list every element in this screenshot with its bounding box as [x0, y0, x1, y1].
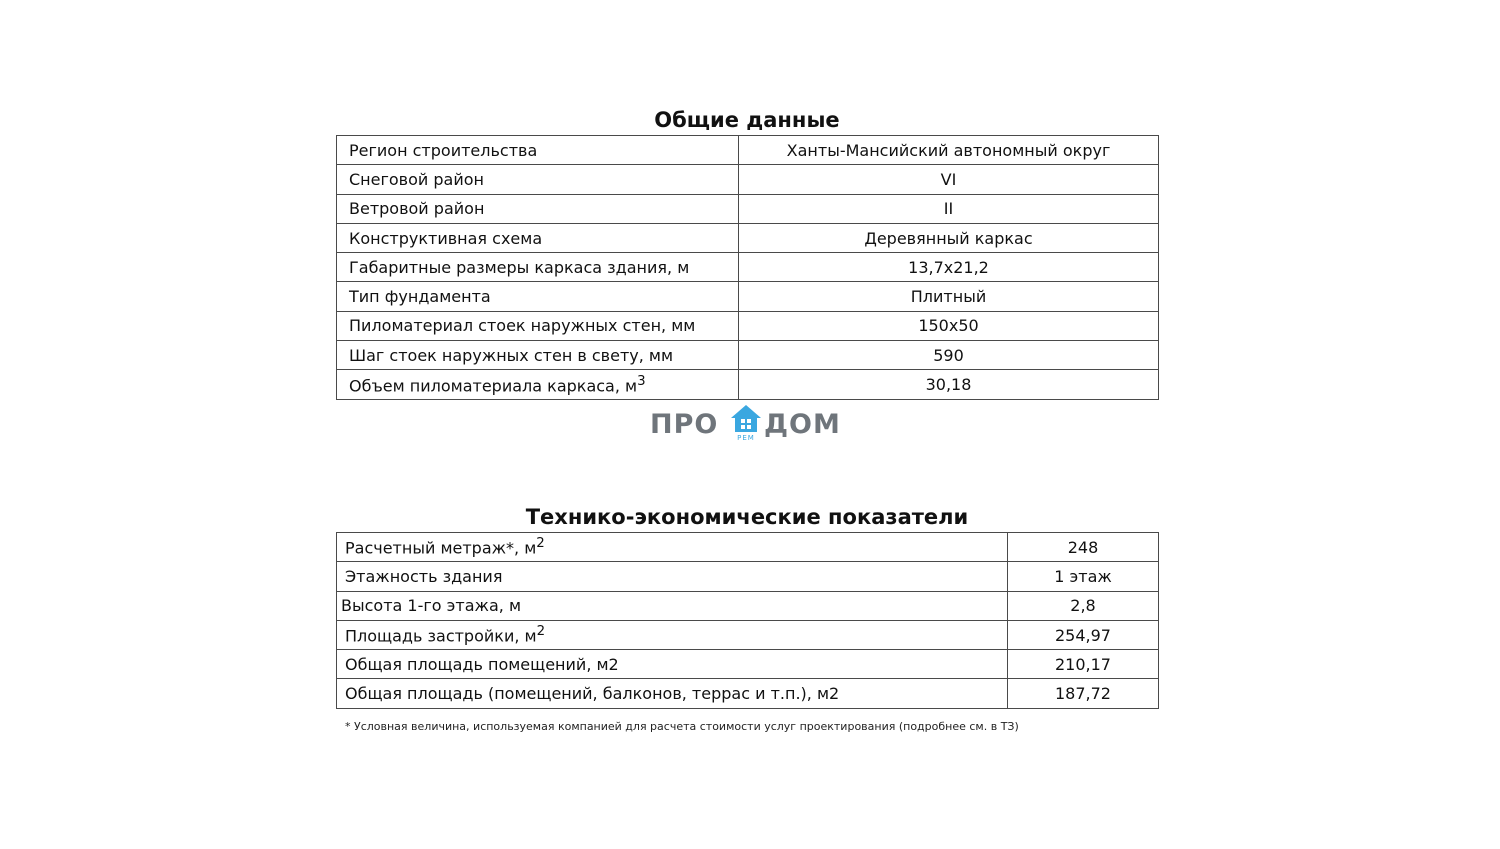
row-label: Пиломатериал стоек наружных стен, мм — [337, 311, 739, 340]
table-row — [337, 136, 1159, 165]
table-row — [337, 311, 1159, 340]
row-label: Шаг стоек наружных стен в свету, мм — [337, 341, 739, 370]
row-value: 248 — [1008, 533, 1159, 562]
row-label: Регион строительства — [337, 136, 739, 165]
tech-indicators-table — [336, 532, 1159, 709]
row-value: 30,18 — [739, 370, 1159, 399]
table-row — [337, 650, 1159, 679]
house-icon — [730, 404, 762, 434]
table-row — [337, 165, 1159, 194]
row-value: 254,97 — [1008, 620, 1159, 649]
table-row — [337, 282, 1159, 311]
unit-superscript: 2 — [536, 624, 546, 640]
general-data-table — [336, 135, 1159, 400]
logo-subtext: РЕМ — [737, 434, 755, 442]
row-value: 590 — [739, 341, 1159, 370]
row-label: Общая площадь (помещений, балконов, террас и т.п.), м2 — [337, 679, 1008, 708]
row-label — [337, 533, 1008, 562]
table-row — [337, 223, 1159, 252]
table-row — [337, 620, 1159, 649]
row-value: 1 этаж — [1008, 562, 1159, 591]
table-row — [337, 370, 1159, 399]
prodom-logo — [650, 404, 850, 446]
logo-word-left: ПРО — [650, 409, 719, 440]
row-value: 210,17 — [1008, 650, 1159, 679]
logo-word-right: ДОМ — [764, 409, 841, 440]
row-label: Габаритные размеры каркаса здания, м — [337, 253, 739, 282]
row-label: Снеговой район — [337, 165, 739, 194]
row-value: Плитный — [739, 282, 1159, 311]
row-label: Общая площадь помещений, м2 — [337, 650, 1008, 679]
row-label: Тип фундамента — [337, 282, 739, 311]
row-label-text: Площадь застройки, м — [345, 626, 537, 646]
row-label: Конструктивная схема — [337, 223, 739, 252]
row-label: Этажность здания — [337, 562, 1008, 591]
row-value: Ханты-Мансийский автономный округ — [739, 136, 1159, 165]
row-label: Ветровой район — [337, 194, 739, 223]
table-row — [337, 194, 1159, 223]
row-label-text: Расчетный метраж*, м — [345, 538, 537, 558]
row-label — [337, 370, 739, 399]
row-value: VI — [739, 165, 1159, 194]
row-value: 150х50 — [739, 311, 1159, 340]
row-label: Высота 1-го этажа, м — [337, 591, 1008, 620]
row-value: 2,8 — [1008, 591, 1159, 620]
footnote: * Условная величина, используемая компанией для расчета стоимости услуг проектирования (подробнее см. в ТЗ) — [345, 720, 1019, 733]
table-row — [337, 679, 1159, 708]
unit-superscript: 2 — [536, 536, 545, 552]
general-data-title: Общие данные — [654, 108, 840, 132]
row-label — [337, 620, 1008, 649]
row-value: Деревянный каркас — [739, 223, 1159, 252]
table-row — [337, 533, 1159, 562]
table-row — [337, 341, 1159, 370]
table-row — [337, 562, 1159, 591]
row-value: 13,7х21,2 — [739, 253, 1159, 282]
row-label-text: Объем пиломатериала каркаса, м — [349, 376, 638, 396]
tech-indicators-title: Технико-экономические показатели — [525, 505, 969, 529]
row-value: II — [739, 194, 1159, 223]
row-value: 187,72 — [1008, 679, 1159, 708]
table-row — [337, 253, 1159, 282]
unit-superscript: 3 — [637, 373, 646, 389]
table-row — [337, 591, 1159, 620]
